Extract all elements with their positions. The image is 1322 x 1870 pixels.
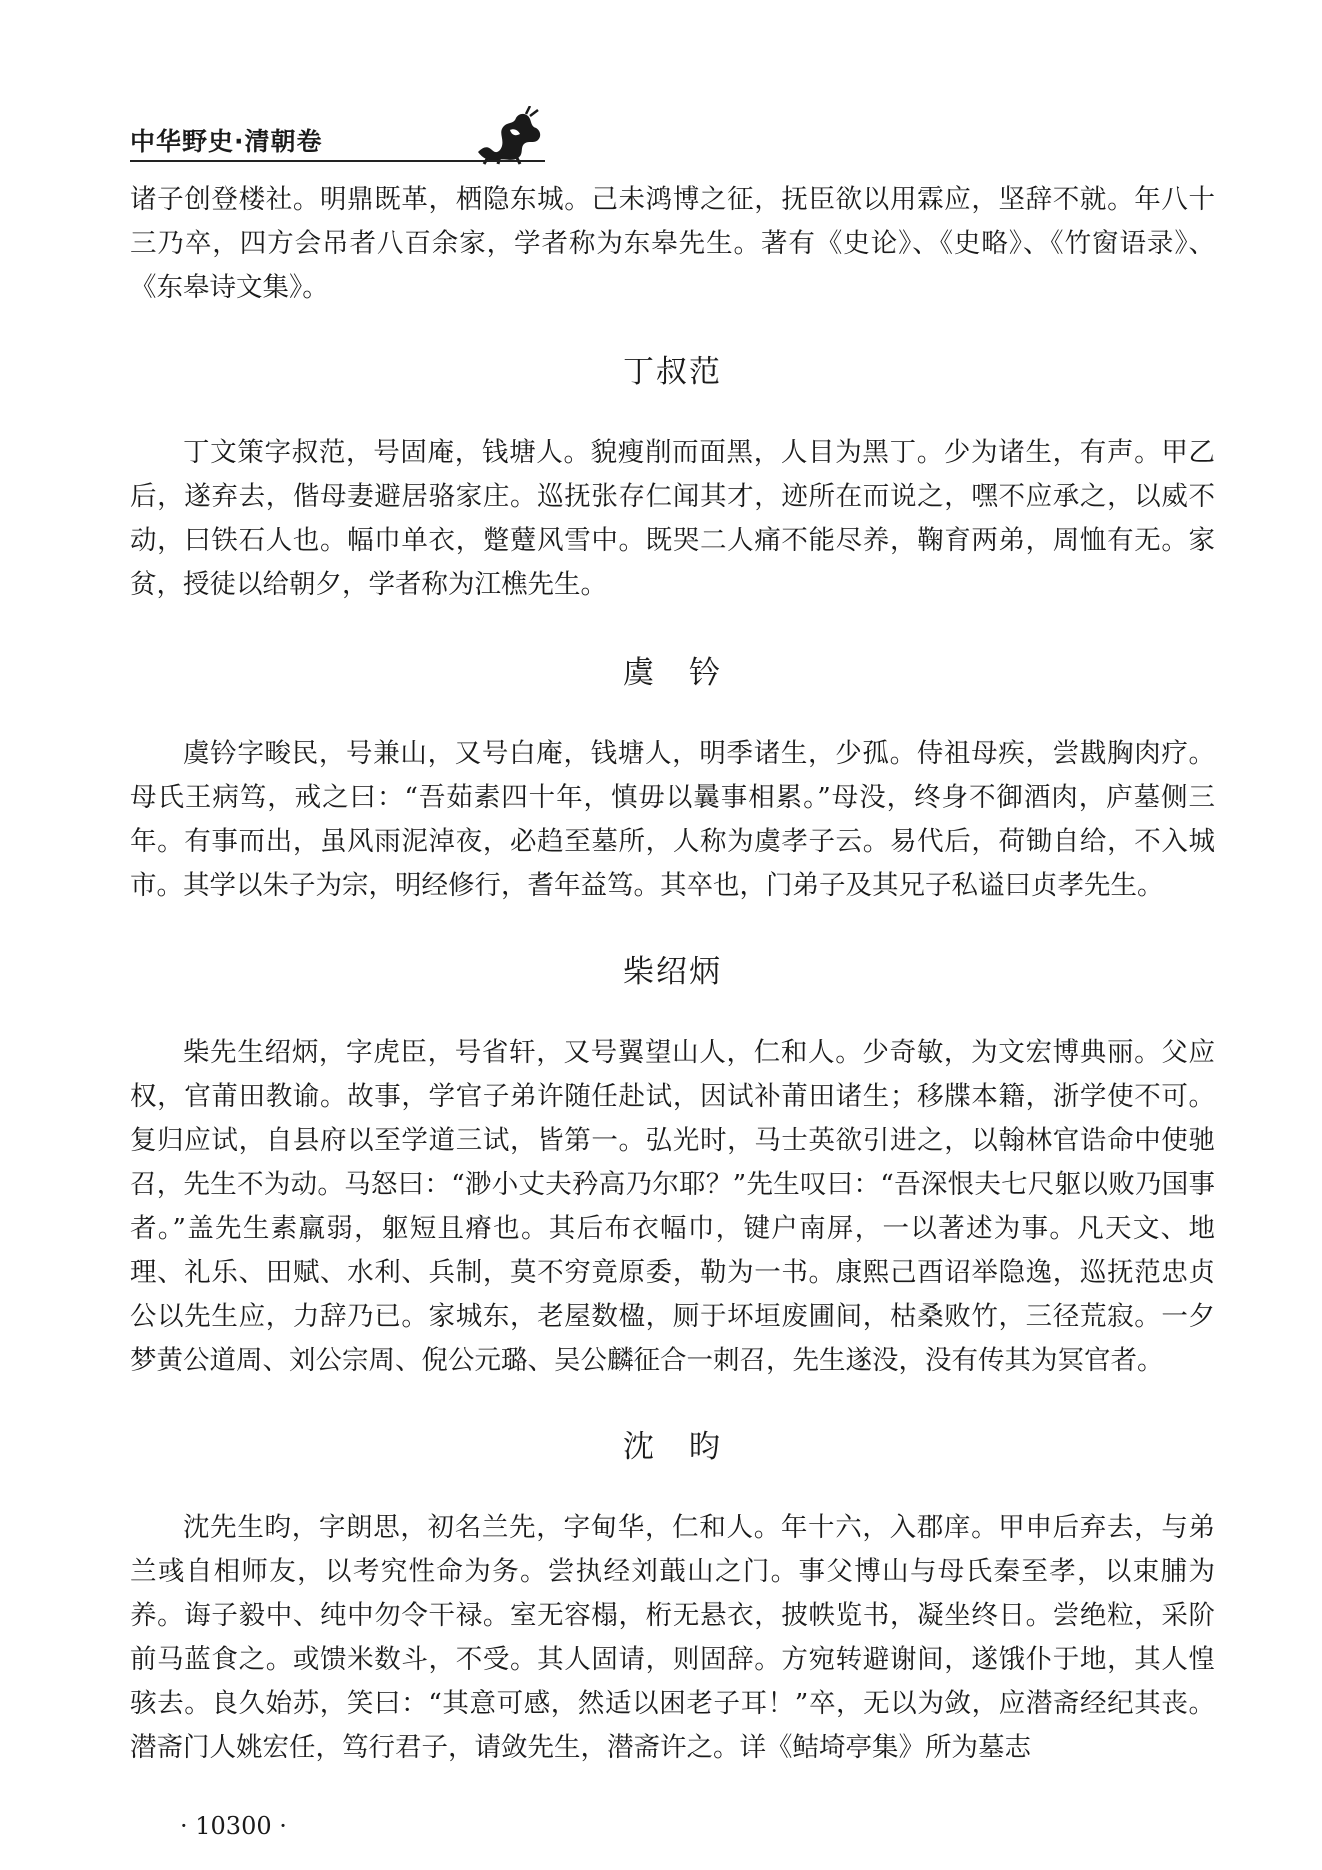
section-title: 虞 钤: [623, 655, 722, 691]
running-header: [130, 118, 545, 168]
section-paragraph: 沈先生昀，字朗思，初名兰先，字甸华，仁和人。年十六，入郡庠。甲申后弃去，与弟兰彧自相师友，以考究性命为务。尝执经刘蕺山之门。事父博山与母氏秦至孝，以束脯为养。诲子毅中、纯中勿令干禄。室无容榻，桁无悬衣，披帙览书，凝坐终日。尝绝粒，采阶前马蓝食之。或馈米数斗，不受。其人固请，则固辞。方宛转避谢间，遂饿仆于地，其人惶骇去。良久始苏，笑曰：“其意可感，然适以困老子耳！”卒，无以为敛，应潜斋经纪其丧。潜斋门人姚宏任，笃行君子，请敛先生，潜斋许之。详《鲒埼亭集》所为墓志: [130, 1512, 1215, 1763]
intro-paragraph: 诸子创登楼社。明鼎既革，栖隐东城。己未鸿博之征，抚臣欲以用霖应，坚辞不就。年八十三乃卒，四方会吊者八百余家，学者称为东皋先生。著有《史论》、《史略》、《竹窗语录》、《东皋诗文集》。: [130, 184, 1215, 303]
section-title: 柴绍炳: [623, 954, 722, 990]
header-rule: [130, 160, 545, 162]
page-body: [130, 178, 1215, 1770]
page-number: · 10300 ·: [180, 1812, 287, 1840]
section-title: 丁叔范: [623, 354, 722, 390]
dragon-emblem-icon: [470, 106, 546, 166]
section-paragraph: 虞钤字畯民，号兼山，又号白庵，钱塘人，明季诸生，少孤。侍祖母疾，尝戡胸肉疗。母氏王病笃，戒之曰：“吾茹素四十年，慎毋以曩事相累。”母没，终身不御酒肉，庐墓侧三年。有事而出，虽风雨泥淖夜，必趋至墓所，人称为虞孝子云。易代后，荷锄自给，不入城市。其学以朱子为宗，明经修行，耆年益笃。其卒也，门弟子及其兄子私谥曰贞孝先生。: [130, 738, 1215, 901]
section-paragraph: 柴先生绍炳，字虎臣，号省轩，又号翼望山人，仁和人。少奇敏，为文宏博典丽。父应权，官莆田教谕。故事，学官子弟许随任赴试，因试补莆田诸生；移牒本籍，浙学使不可。复归应试，自县府以至学道三试，皆第一。弘光时，马士英欲引进之，以翰林官诰命中使驰召，先生不为动。马怒曰：“渺小丈夫矜高乃尔耶？”先生叹曰：“吾深恨夫七尺躯以败乃国事者。”盖先生素羸弱，躯短且瘠也。其后布衣幅巾，键户南屏，一以著述为事。凡天文、地理、礼乐、田赋、水利、兵制，莫不穷竟原委，勒为一书。康熙己酉诏举隐逸，巡抚范忠贞公以先生应，力辞乃已。家城东，老屋数楹，厕于坏垣废圃间，枯桑败竹，三径荒寂。一夕梦黄公道周、刘公宗周、倪公元璐、吴公麟征合一刺召，先生遂没，没有传其为冥官者。: [130, 1037, 1215, 1376]
book-title: 中华野史·清朝卷: [130, 127, 323, 156]
section-paragraph: 丁文策字叔范，号固庵，钱塘人。貌瘦削而面黑，人目为黑丁。少为诸生，有声。甲乙后，遂弃去，偕母妻避居骆家庄。巡抚张存仁闻其才，迹所在而说之，嘿不应承之，以威不动，曰铁石人也。幅巾单衣，蹩躠风雪中。既哭二人痛不能尽养，鞠育两弟，周恤有无。家贫，授徒以给朝夕，学者称为江樵先生。: [130, 437, 1215, 600]
section-title: 沈 昀: [623, 1429, 722, 1465]
